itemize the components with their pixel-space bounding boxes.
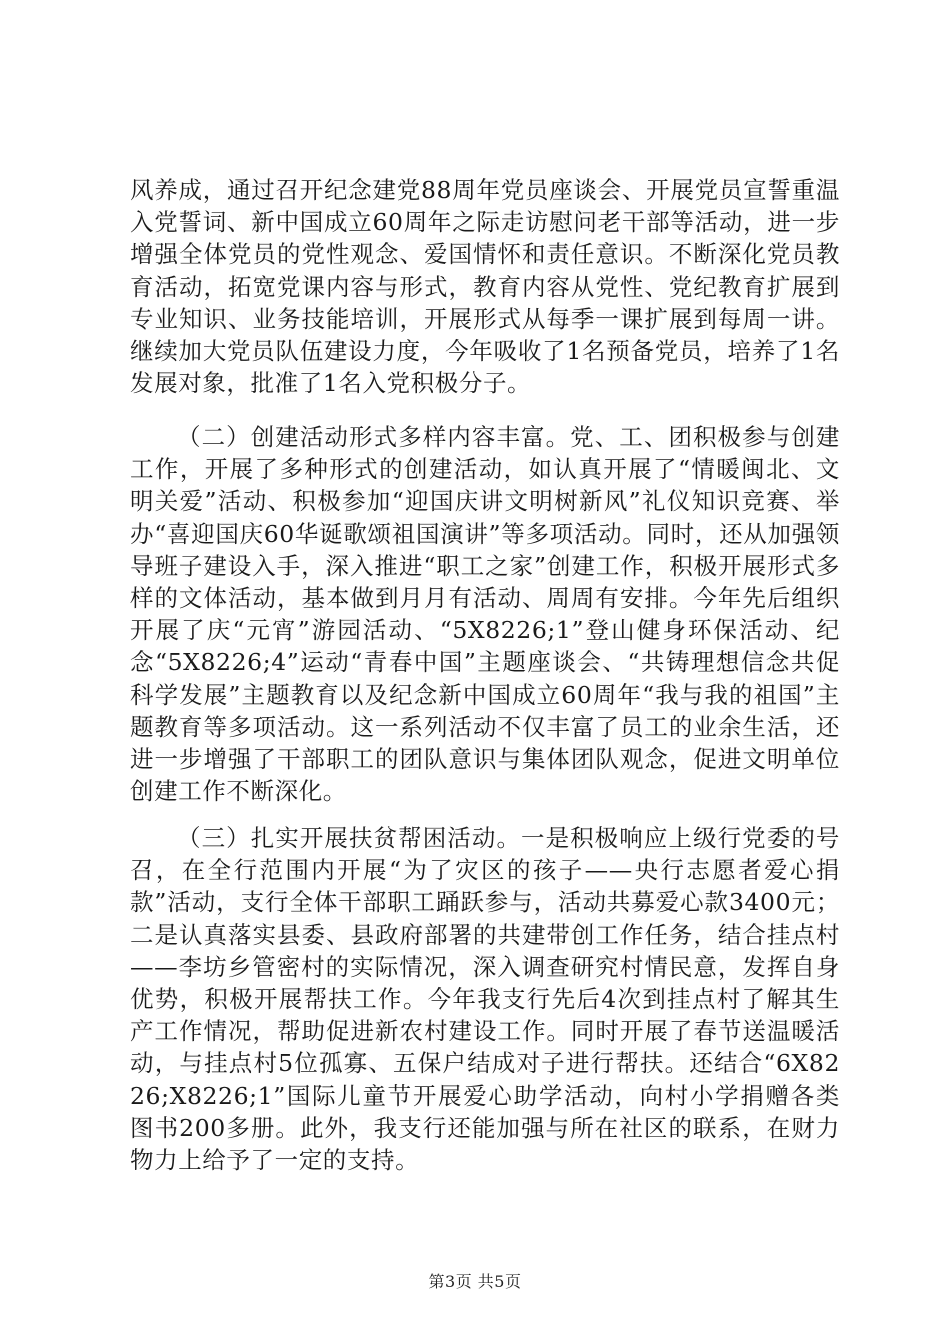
body-paragraph-poverty-relief: （三）扎实开展扶贫帮困活动。一是积极响应上级行党委的号召，在全行范围内开展“为了灾区的孩子——央行志愿者爱心捐款”活动，支行全体干部职工踊跃参与，活动共募爱心款3400元；二是认真落实县委、县政府部署的共建带创工作任务，结合挂点村——李坊乡管密村的实际情况，深入调查研究村情民意，发挥自身优势，积极开展帮扶工作。今年我支行先后4次到挂点村了解其生产工作情况，帮助促进新农村建设工作。同时开展了春节送温暖活动，与挂点村5位孤寡、五保户结成对子进行帮扶。还结合“6X8226;X8226;1”国际儿童节开展爱心助学活动，向村小学捐赠各类图书200多册。此外，我支行还能加强与所在社区的联系，在财力物力上给予了一定的支持。 bbox=[130, 824, 840, 1175]
body-paragraph-party-education: 风养成，通过召开纪念建党88周年党员座谈会、开展党员宣誓重温入党誓词、新中国成立60周年之际走访慰问老干部等活动，进一步增强全体党员的党性观念、爱国情怀和责任意识。不断深化党员教育活动，拓宽党课内容与形式，教育内容从党性、党纪教育扩展到专业知识、业务技能培训，开展形式从每季一课扩展到每周一讲。继续加大党员队伍建设力度，今年吸收了1名预备党员，培养了1名发展对象，批准了1名入党积极分子。 bbox=[130, 176, 840, 398]
body-paragraph-creation-activities: （二）创建活动形式多样内容丰富。党、工、团积极参与创建工作，开展了多种形式的创建活动，如认真开展了“情暖闽北、文明关爱”活动、积极参加“迎国庆讲文明树新风”礼仪知识竞赛、举办“喜迎国庆60华诞歌颂祖国演讲”等多项活动。同时，还从加强领导班子建设入手，深入推进“职工之家”创建工作，积极开展形式多样的文体活动，基本做到月月有活动、周周有安排。今年先后组织开展了庆“元宵”游园活动、“5X8226;1”登山健身环保活动、纪念“5X8226;4”运动“青春中国”主题座谈会、“共铸理想信念共促科学发展”主题教育以及纪念新中国成立60周年“我与我的祖国”主题教育等多项活动。这一系列活动不仅丰富了员工的业余生活，还进一步增强了干部职工的团队意识与集体团队观念，促进文明单位创建工作不断深化。 bbox=[130, 423, 840, 806]
page-number-footer: 第3页 共5页 bbox=[428, 1272, 522, 1291]
